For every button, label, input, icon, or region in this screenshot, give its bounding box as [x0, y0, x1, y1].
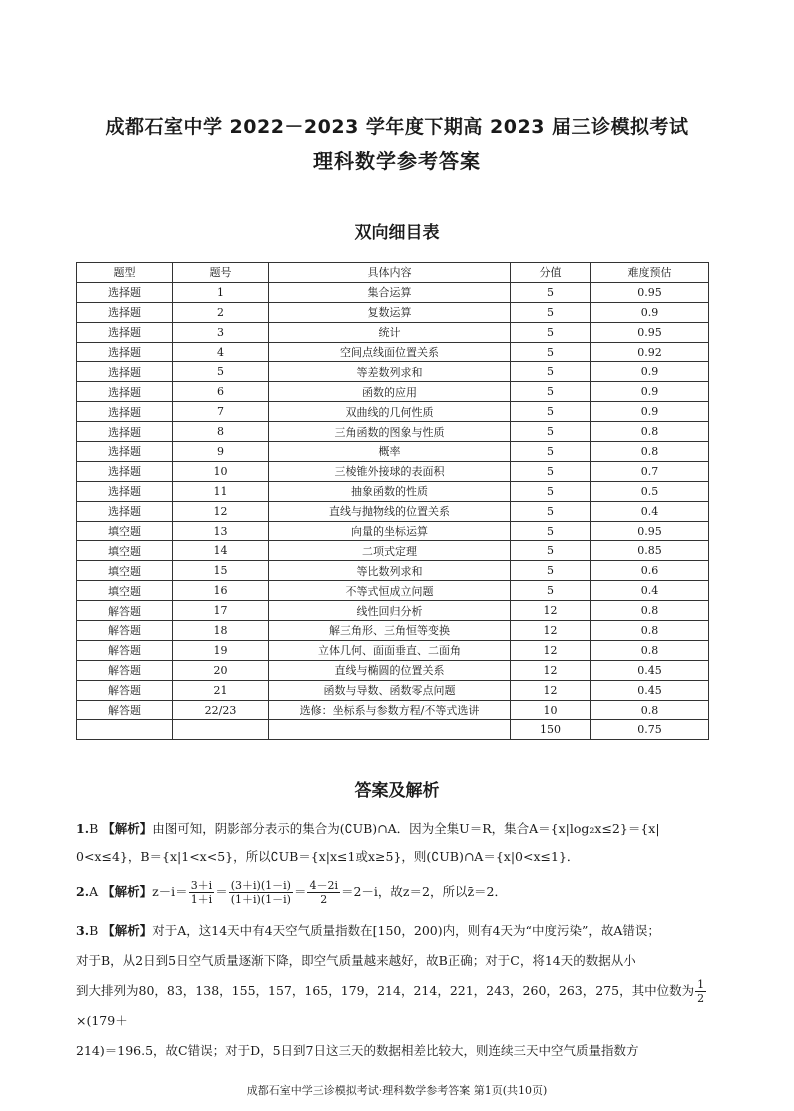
answer-choice: B: [89, 821, 99, 836]
table-cell: 5: [511, 342, 591, 362]
table-cell: 填空题: [77, 581, 173, 601]
table-cell: 0.5: [591, 481, 709, 501]
table-cell: 8: [173, 422, 269, 442]
table-cell: 选择题: [77, 461, 173, 481]
table-cell: 9: [173, 442, 269, 462]
column-header: 分值: [511, 263, 591, 283]
table-cell: 6: [173, 382, 269, 402]
table-row: [77, 362, 709, 382]
table-row: [77, 382, 709, 402]
table-cell: 14: [173, 541, 269, 561]
answer-choice: B: [89, 923, 99, 938]
table-row: [77, 581, 709, 601]
table-cell: 选择题: [77, 382, 173, 402]
answer-text: 对于A，这14天中有4天空气质量指数在[150，200)内，则有4天为“中度污染”，故A错误；: [152, 923, 660, 938]
table-cell: 12: [511, 680, 591, 700]
table-cell: 0.92: [591, 342, 709, 362]
table-cell: 复数运算: [269, 302, 511, 322]
table-cell: 0.6: [591, 561, 709, 581]
page-footer: 成都石室中学三诊模拟考试·理科数学参考答案 第1页(共10页): [246, 1084, 548, 1097]
table-cell: 0.9: [591, 402, 709, 422]
table-row: [77, 422, 709, 442]
table-cell: 1: [173, 282, 269, 302]
analysis-tag: 【解析】: [102, 821, 153, 836]
table-cell: 二项式定理: [269, 541, 511, 561]
table-cell: 0.85: [591, 541, 709, 561]
table-cell: 选择题: [77, 302, 173, 322]
table-cell: 7: [173, 402, 269, 422]
table-cell: 12: [511, 660, 591, 680]
table-cell: 立体几何、面面垂直、二面角: [269, 640, 511, 660]
table-cell: 3: [173, 322, 269, 342]
table-cell: 0.95: [591, 521, 709, 541]
column-header: 难度预估: [591, 263, 709, 283]
table-cell: 填空题: [77, 561, 173, 581]
table-cell: 20: [173, 660, 269, 680]
page-title-line1: 成都石室中学 2022－2023 学年度下期高 2023 届三诊模拟考试: [105, 116, 689, 138]
table-cell: 11: [173, 481, 269, 501]
table-row: [77, 660, 709, 680]
table-row: [77, 282, 709, 302]
table-cell: 0.8: [591, 601, 709, 621]
table-cell: 10: [511, 700, 591, 720]
table-cell: 0.4: [591, 501, 709, 521]
table-row: [77, 601, 709, 621]
table-row: [77, 442, 709, 462]
fraction: $\frac{3+i}{1+i}$: [190, 879, 213, 906]
table-cell: 12: [511, 621, 591, 641]
table-cell: 统计: [269, 322, 511, 342]
analysis-tag: 【解析】: [102, 923, 153, 938]
table-cell: 0.8: [591, 621, 709, 641]
table-cell: 5: [511, 461, 591, 481]
table-cell: 解三角形、三角恒等变换: [269, 621, 511, 641]
table-cell: 等差数列求和: [269, 362, 511, 382]
table-row: [77, 640, 709, 660]
table-row: [77, 700, 709, 720]
column-header: 具体内容: [269, 263, 511, 283]
table-cell: 0.9: [591, 382, 709, 402]
table-cell: 22/23: [173, 700, 269, 720]
table-cell: 0.9: [591, 362, 709, 382]
answer-item-1: [76, 815, 716, 871]
table-cell: 150: [511, 720, 591, 740]
table-row: [77, 481, 709, 501]
table-cell: 0.4: [591, 581, 709, 601]
table-cell: 5: [511, 282, 591, 302]
table-cell: 5: [511, 382, 591, 402]
answers-title: 答案及解析: [354, 781, 440, 801]
table-row: [77, 621, 709, 641]
table-cell: [269, 720, 511, 740]
table-cell: 5: [173, 362, 269, 382]
table-row: [77, 521, 709, 541]
table-cell: 5: [511, 561, 591, 581]
table-cell: 解答题: [77, 680, 173, 700]
table-cell: 直线与抛物线的位置关系: [269, 501, 511, 521]
table-cell: 5: [511, 581, 591, 601]
fraction: $\frac{1}{2}$: [697, 978, 705, 1005]
table-cell: 0.8: [591, 442, 709, 462]
answer-number: 2.: [76, 884, 90, 899]
table-cell: 解答题: [77, 621, 173, 641]
table-cell: 选择题: [77, 481, 173, 501]
table-cell: 选择题: [77, 402, 173, 422]
answer-text: 对于B，从2日到5日空气质量逐渐下降，即空气质量越来越好，故B正确；对于C，将14天的数据从小: [76, 953, 636, 968]
table-row: [77, 461, 709, 481]
table-cell: 5: [511, 541, 591, 561]
table-row: [77, 402, 709, 422]
table-cell: 16: [173, 581, 269, 601]
answer-text: 0<x≤4}，B＝{x|1<x<5}，所以∁UB＝{x|x≤1或x≥5}，则(∁UB)∩A＝{x|0<x≤1}．: [76, 849, 580, 864]
table-row: [77, 302, 709, 322]
table-row: [77, 561, 709, 581]
answer-text: z－i＝: [152, 884, 188, 899]
table-cell: 5: [511, 302, 591, 322]
table-cell: 0.8: [591, 640, 709, 660]
table-cell: 选择题: [77, 322, 173, 342]
table-cell: 填空题: [77, 541, 173, 561]
table-cell: 5: [511, 442, 591, 462]
table-cell: [173, 720, 269, 740]
fraction: $\frac{4-2i}{2}$: [309, 879, 338, 906]
table-cell: 直线与椭圆的位置关系: [269, 660, 511, 680]
answer-item-2: 2.A 【解析】z－i＝ $\frac{3+i}{1+i}$ ＝ $\frac{(3+i)(1-i)}{(1+i)(1-i)}$ ＝ $\frac{4-2i}{2}$ ＝2－i，故z＝2，所以z̄＝2．: [76, 879, 507, 906]
table-cell: 空间点线面位置关系: [269, 342, 511, 362]
table-cell: 0.9: [591, 302, 709, 322]
table-cell: 选择题: [77, 422, 173, 442]
table-cell: 0.8: [591, 700, 709, 720]
analysis-tag: 【解析】: [102, 884, 153, 899]
answer-text: 到大排列为80，83，138，155，157，165，179，214，214，221，243，260，263，275，其中位数为: [76, 983, 695, 998]
table-cell: 5: [511, 521, 591, 541]
table-cell: 0.95: [591, 322, 709, 342]
table-cell: 18: [173, 621, 269, 641]
table-cell: 12: [511, 640, 591, 660]
spec-table: [76, 262, 709, 740]
table-cell: 17: [173, 601, 269, 621]
table-cell: 15: [173, 561, 269, 581]
page-title-line2: 理科数学参考答案: [313, 149, 481, 173]
answer-number: 1.: [76, 821, 90, 836]
column-header: 题号: [173, 263, 269, 283]
answer-item-3: [76, 916, 716, 1066]
table-cell: 解答题: [77, 640, 173, 660]
table-cell: 12: [173, 501, 269, 521]
table-cell: 0.75: [591, 720, 709, 740]
table-cell: 5: [511, 501, 591, 521]
table-row: [77, 720, 709, 740]
table-cell: 4: [173, 342, 269, 362]
table-cell: 选修：坐标系与参数方程/不等式选讲: [269, 700, 511, 720]
table-cell: 选择题: [77, 342, 173, 362]
table-cell: 集合运算: [269, 282, 511, 302]
answer-text: 由图可知，阴影部分表示的集合为(∁UB)∩A．因为全集U＝R，集合A＝{x|log₂x≤2}＝{x|: [152, 821, 660, 836]
table-cell: 抽象函数的性质: [269, 481, 511, 501]
table-row: [77, 541, 709, 561]
table-cell: 等比数列求和: [269, 561, 511, 581]
table-cell: 5: [511, 481, 591, 501]
table-cell: 不等式恒成立问题: [269, 581, 511, 601]
table-cell: 0.45: [591, 660, 709, 680]
table-header-row: [77, 263, 709, 283]
table-row: [77, 342, 709, 362]
table-cell: 选择题: [77, 442, 173, 462]
table-cell: 概率: [269, 442, 511, 462]
table-body: [77, 282, 709, 739]
table-cell: 三角函数的图象与性质: [269, 422, 511, 442]
table-cell: 0.7: [591, 461, 709, 481]
table-cell: 向量的坐标运算: [269, 521, 511, 541]
table-cell: 解答题: [77, 660, 173, 680]
table-cell: 0.95: [591, 282, 709, 302]
answer-text: 214)＝196.5，故C错误；对于D，5日到7日这三天的数据相差比较大，则连续三天中空气质量指数方: [76, 1043, 639, 1058]
table-cell: 0.45: [591, 680, 709, 700]
table-cell: 选择题: [77, 362, 173, 382]
table-cell: 12: [511, 601, 591, 621]
table-cell: 线性回归分析: [269, 601, 511, 621]
table-cell: 13: [173, 521, 269, 541]
table-title: 双向细目表: [354, 223, 440, 243]
table-cell: 5: [511, 362, 591, 382]
table-cell: 双曲线的几何性质: [269, 402, 511, 422]
table-cell: 5: [511, 322, 591, 342]
table-cell: 0.8: [591, 422, 709, 442]
table-cell: 选择题: [77, 501, 173, 521]
table-cell: 填空题: [77, 521, 173, 541]
answer-choice: A: [89, 884, 99, 899]
table-row: [77, 501, 709, 521]
table-cell: [77, 720, 173, 740]
table-cell: 选择题: [77, 282, 173, 302]
answer-text: ＝2－i，故z＝2，所以z̄＝2．: [340, 884, 507, 899]
fraction: $\frac{(3+i)(1-i)}{(1+i)(1-i)}$: [230, 879, 291, 906]
table-cell: 2: [173, 302, 269, 322]
answer-number: 3.: [76, 923, 90, 938]
table-cell: 10: [173, 461, 269, 481]
table-cell: 5: [511, 402, 591, 422]
table-row: [77, 680, 709, 700]
table-cell: 函数的应用: [269, 382, 511, 402]
answer-text: ×(179＋: [76, 1013, 128, 1028]
table-cell: 解答题: [77, 700, 173, 720]
table-cell: 函数与导数、函数零点问题: [269, 680, 511, 700]
table-cell: 三棱锥外接球的表面积: [269, 461, 511, 481]
table-cell: 19: [173, 640, 269, 660]
table-cell: 5: [511, 422, 591, 442]
table-cell: 解答题: [77, 601, 173, 621]
table-row: [77, 322, 709, 342]
table-cell: 21: [173, 680, 269, 700]
column-header: 题型: [77, 263, 173, 283]
